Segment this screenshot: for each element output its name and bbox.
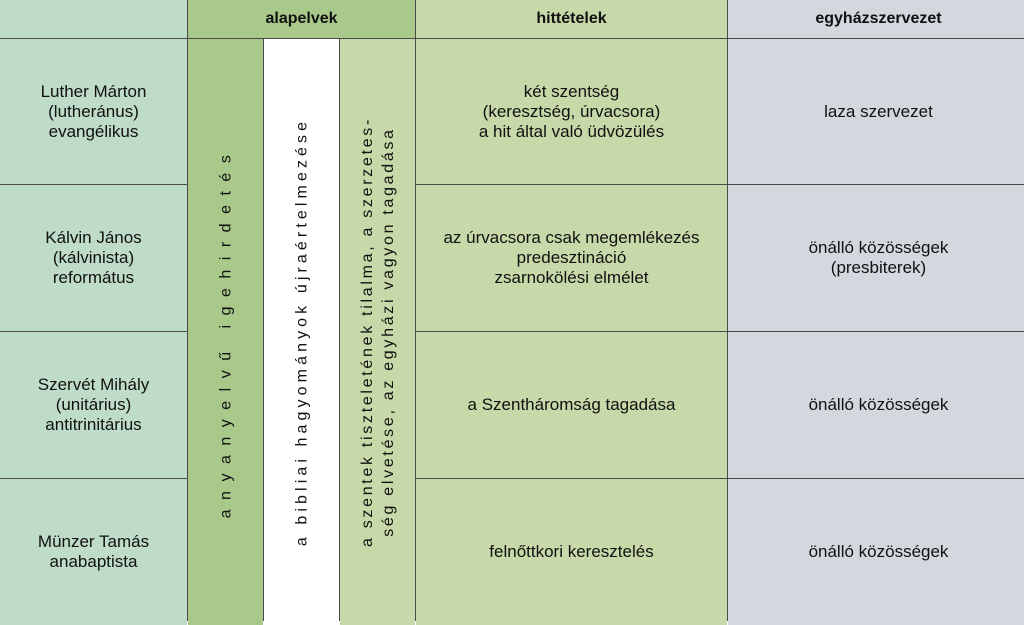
egyhaz-line: laza szervezet: [824, 101, 933, 121]
egyhaz-line: önálló közösségek: [808, 238, 949, 257]
row-egyhazszervezet: [728, 332, 1024, 478]
header-hittetelek: hittételek: [416, 0, 727, 38]
name-line: Luther Márton: [40, 81, 147, 101]
name-line: anabaptista: [49, 552, 138, 571]
header-blank: [0, 0, 187, 38]
header-egyhazszervezet: egyházszervezet: [728, 0, 1024, 38]
row-hittetelek: [416, 185, 727, 331]
row-egyhazszervezet: [728, 185, 1024, 331]
alapelv-szentek-line1: a szentek tiszteletének tilalma, a szerzetes-: [358, 116, 376, 548]
name-line: (kálvinista): [52, 248, 135, 267]
alapelv-szentek: [340, 39, 415, 625]
alapelv-szentek-line2: ség elvetése, az egyházi vagyon tagadása: [379, 127, 397, 537]
name-line: református: [52, 268, 135, 287]
alapelv-anyanyelvu: [188, 39, 263, 625]
alapelv-bibliai: [264, 39, 339, 625]
row-hittetelek: [416, 479, 727, 625]
alapelv-anyanyelvu-text: anyanyelvű igehirdetés: [217, 145, 234, 519]
hittetel-line: predesztináció: [516, 248, 627, 267]
name-line: Münzer Tamás: [37, 532, 150, 551]
egyhaz-line: önálló közösségek: [808, 542, 949, 561]
row-hittetelek: [416, 332, 727, 478]
hittetel-line: az úrvacsora csak megemlékezés: [443, 228, 700, 247]
egyhaz-line: önálló közösségek: [808, 395, 949, 414]
hittetel-line: (keresztség, úrvacsora): [482, 101, 661, 121]
row-name: [0, 185, 187, 331]
name-line: (unitárius): [55, 395, 132, 414]
hittetel-line: felnőttkori keresztelés: [489, 542, 654, 561]
name-line: antitrinitárius: [45, 415, 142, 434]
alapelv-szentek-text: [357, 117, 399, 547]
name-line: evangélikus: [48, 121, 139, 141]
row-hittetelek: [416, 39, 727, 184]
row-egyhazszervezet: [728, 479, 1024, 625]
row-egyhazszervezet: [728, 39, 1024, 184]
header-alapelvek: alapelvek: [188, 0, 415, 38]
hittetel-line: a hit által való üdvözülés: [478, 121, 665, 141]
name-line: (lutheránus): [48, 101, 139, 121]
row-name: [0, 479, 187, 625]
hittetel-line: zsarnokölési elmélet: [494, 268, 649, 287]
alapelv-bibliai-text: a bibliai hagyományok újraértelmezése: [293, 117, 310, 547]
name-line: Kálvin János: [45, 228, 142, 247]
row-name: [0, 332, 187, 478]
hittetel-line: a Szentháromság tagadása: [467, 395, 676, 414]
egyhaz-line: (presbiterek): [830, 258, 927, 277]
hittetel-line: két szentség: [523, 81, 620, 101]
name-line: Szervét Mihály: [37, 375, 150, 394]
row-name: [0, 39, 187, 184]
